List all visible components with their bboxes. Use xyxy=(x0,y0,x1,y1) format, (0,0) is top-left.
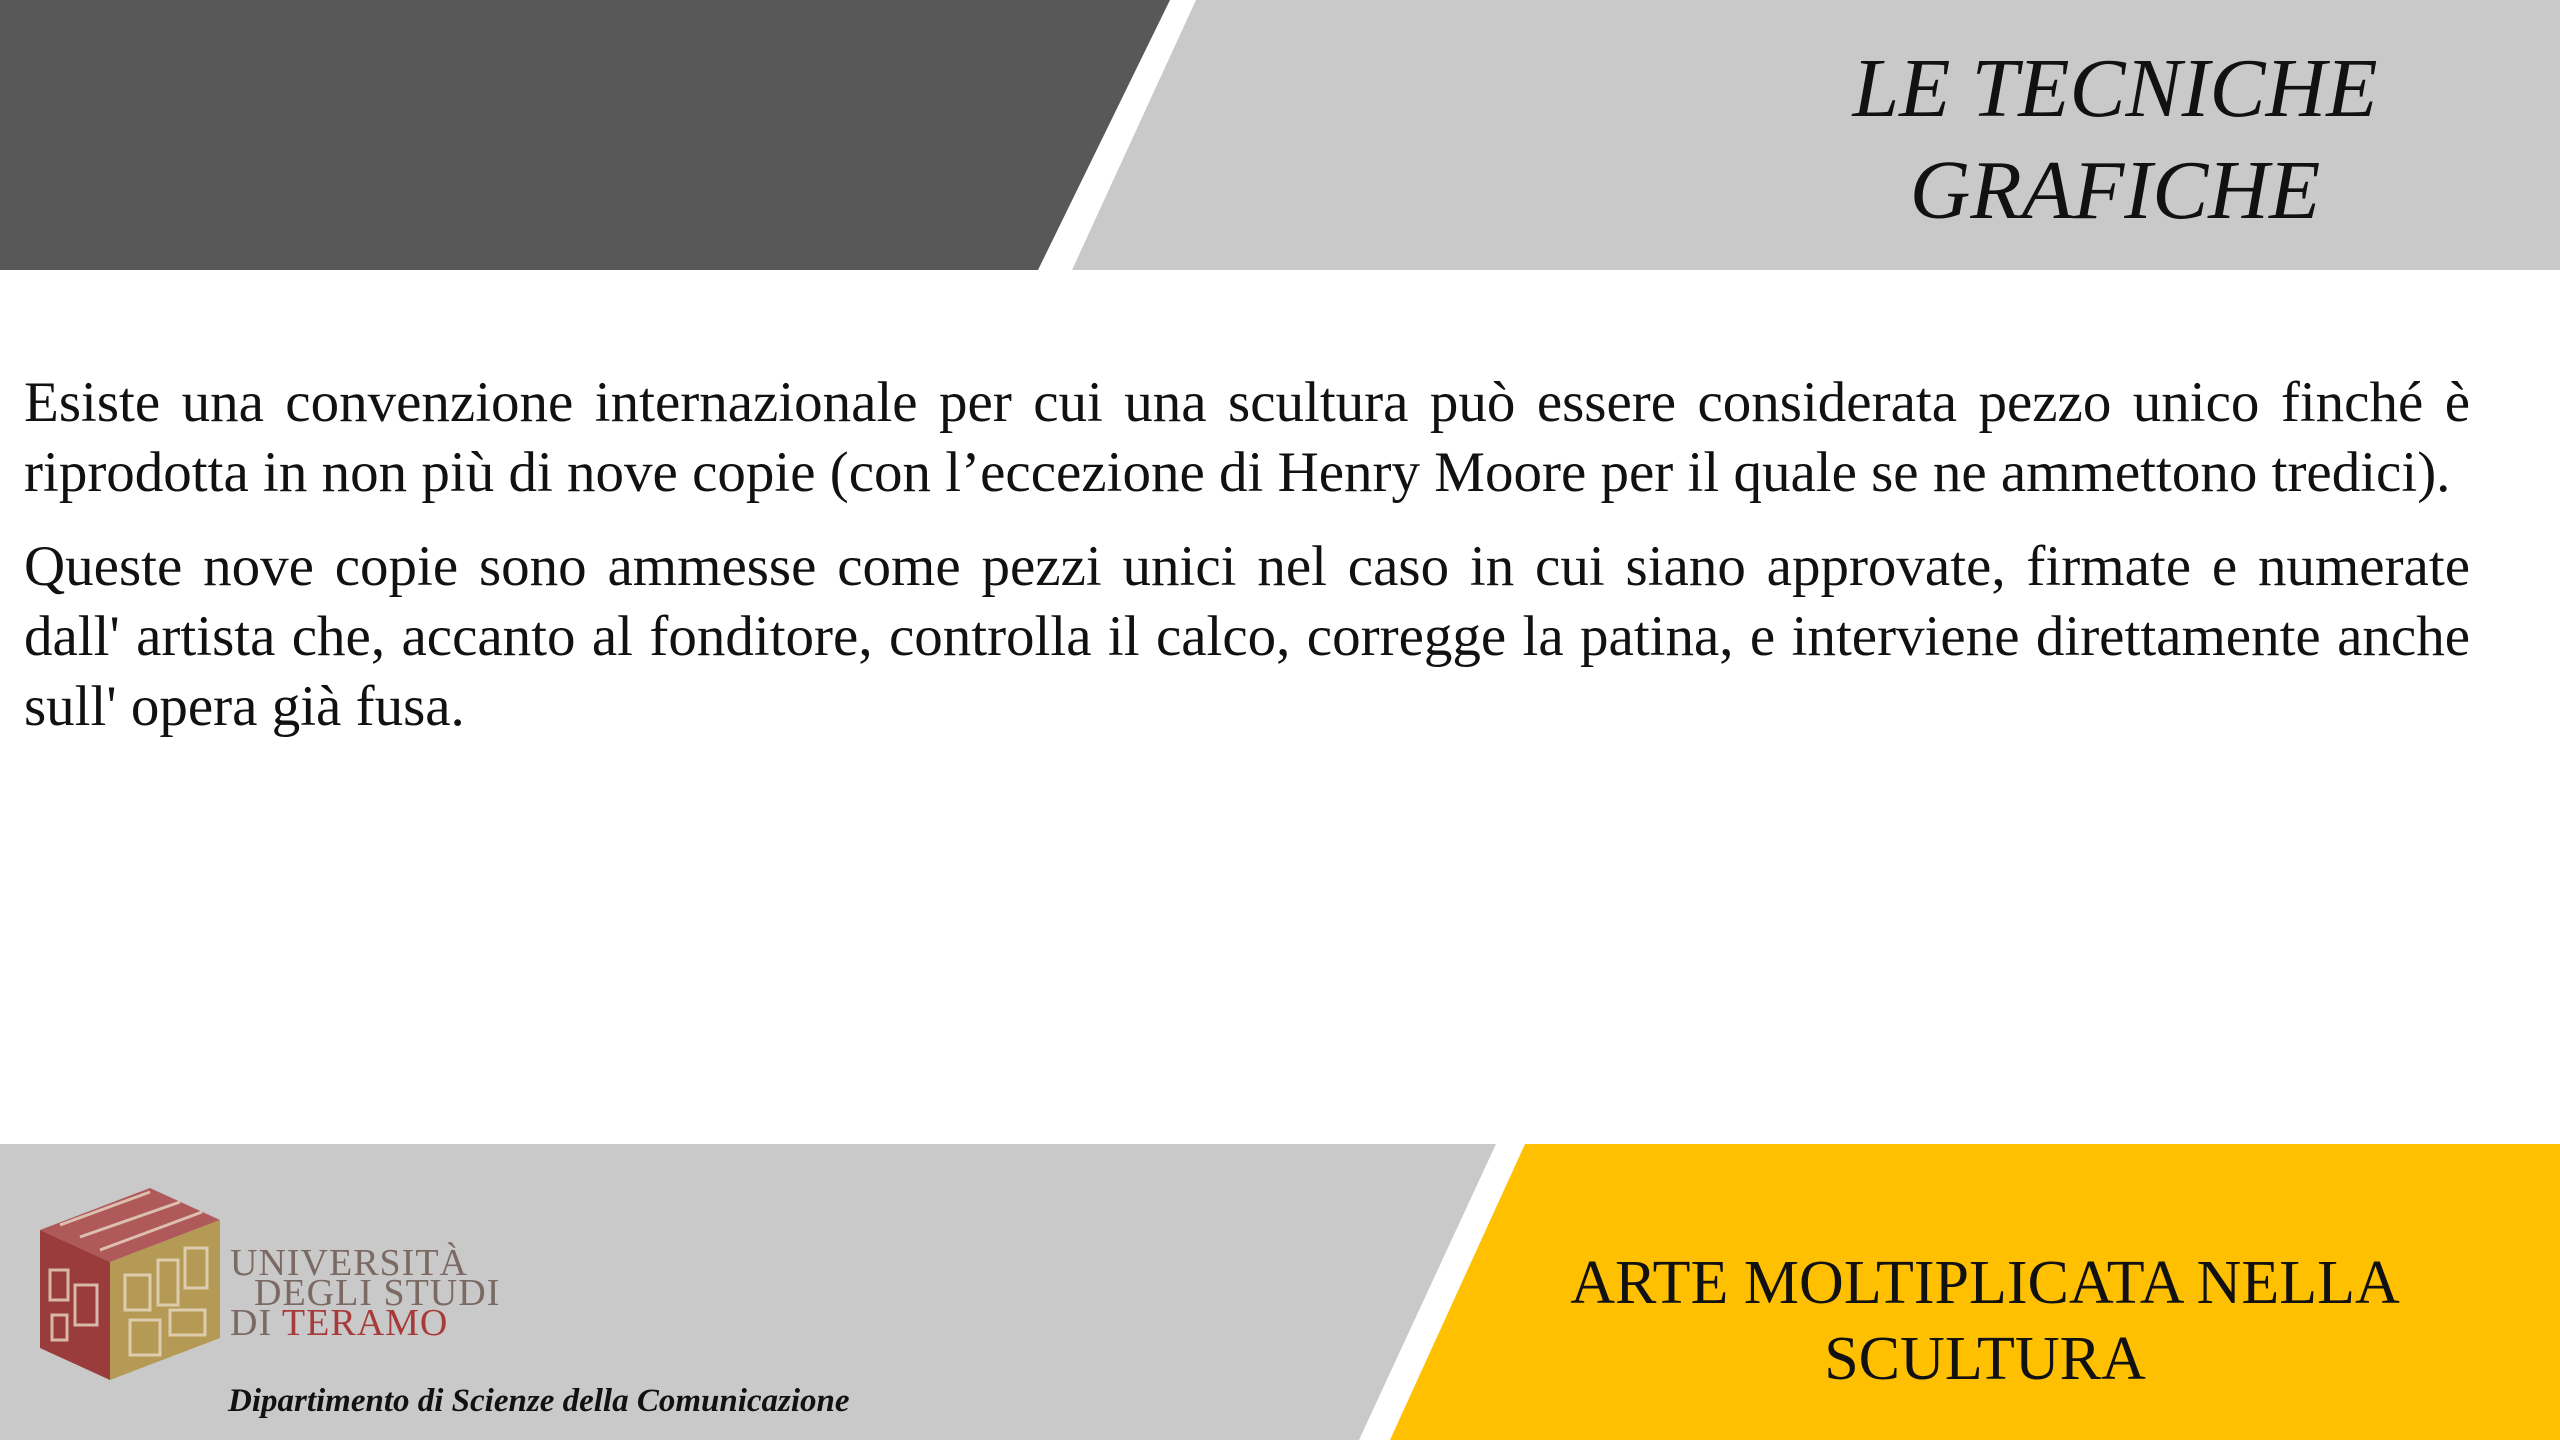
slide-title xyxy=(1760,38,2470,242)
footer-title xyxy=(1520,1245,2450,1397)
university-name-line1: UNIVERSITÀ xyxy=(230,1242,468,1284)
university-logo xyxy=(30,1180,500,1390)
body-text xyxy=(24,368,2470,766)
footer-title-line1: ARTE MOLTIPLICATA NELLA xyxy=(1570,1249,2400,1317)
slide-title-line2: GRAFICHE xyxy=(1909,144,2321,237)
slide-title-line1: LE TECNICHE xyxy=(1852,42,2378,135)
footer-title-line2: SCULTURA xyxy=(1824,1325,2146,1393)
department-name: Dipartimento di Scienze della Comunicazione xyxy=(228,1383,850,1419)
paragraph-1: Esiste una convenzione internazionale per cui una scultura può essere considerata pezzo unico finché è riprodotta in non più di nove copie (con l’eccezione di Henry Moore per il quale se ne ammettono tredici). xyxy=(24,371,2470,504)
university-name-line2: DEGLI STUDI xyxy=(254,1272,501,1314)
header-dark-band xyxy=(0,0,1170,270)
university-name xyxy=(230,1242,501,1344)
university-name-city: TERAMO xyxy=(281,1302,449,1344)
university-cube-icon xyxy=(30,1180,230,1390)
university-name-prefix: DI xyxy=(230,1302,282,1344)
paragraph-2: Queste nove copie sono ammesse come pezzi unici nel caso in cui siano approvate, firmate e numerate dall' artista che, accanto al fonditore, controlla il calco, corregge la patina, e interviene direttamente anche sull' opera già fusa. xyxy=(24,535,2470,738)
